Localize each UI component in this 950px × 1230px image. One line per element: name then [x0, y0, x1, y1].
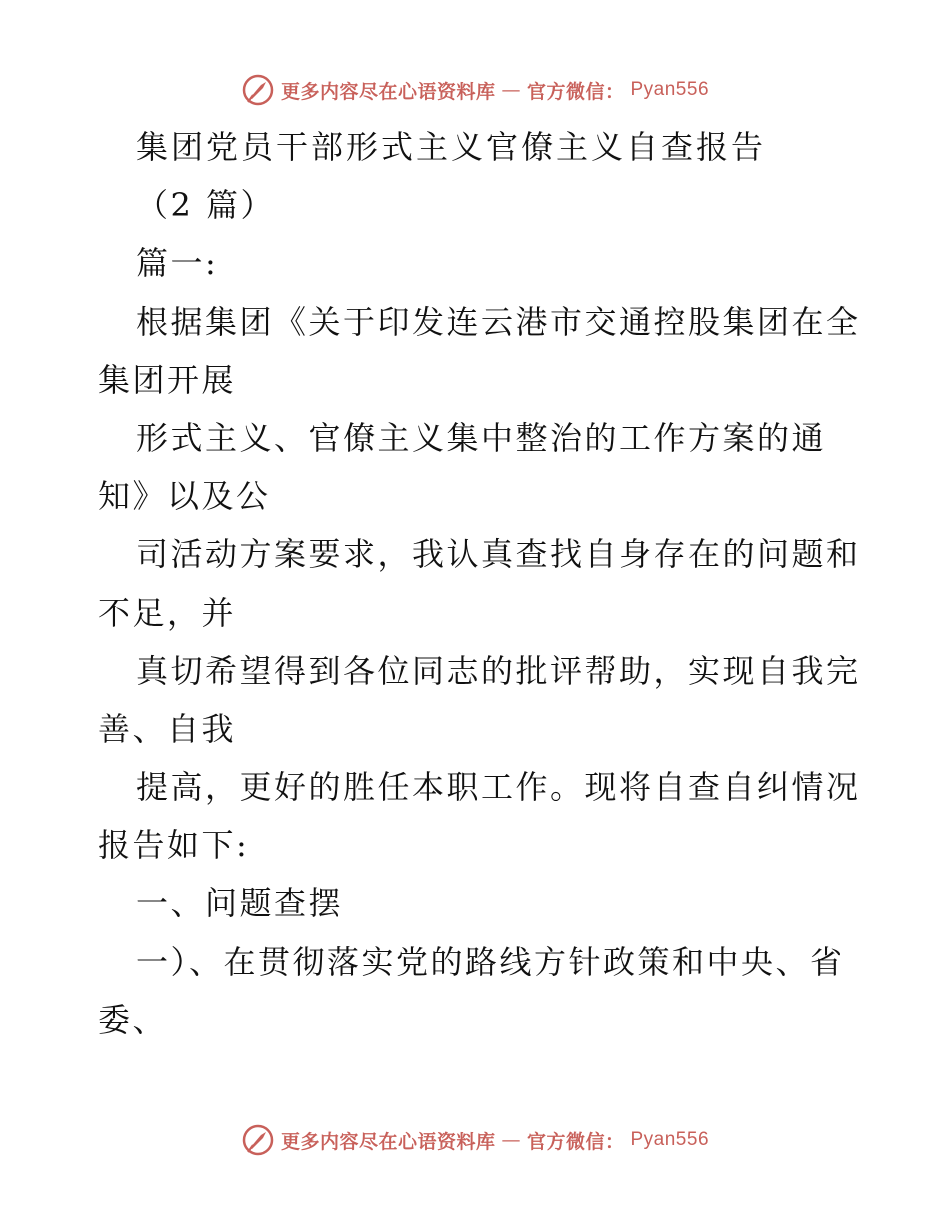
watermark-separator: — [501, 79, 521, 101]
body-line: 根据集团《关于印发连云港市交通控股集团在全 [136, 302, 861, 341]
body-line: 不足，并 [98, 593, 237, 632]
watermark-wechat-label: 官方微信： [526, 80, 625, 103]
body-line: 一、问题查摆 [136, 884, 344, 923]
body-line: 知》以及公 [98, 477, 271, 516]
body-paragraphs [98, 293, 861, 1049]
watermark-wechat-id: Pyan556 [630, 1129, 710, 1150]
body-line: 报告如下: [98, 826, 250, 865]
watermark-wechat-id: Pyan556 [630, 79, 710, 100]
body-line: 善、自我 [98, 709, 237, 748]
watermark-banner [241, 1123, 709, 1157]
section-label: 篇一: [136, 244, 219, 283]
watermark-separator: — [501, 1129, 521, 1151]
watermark-site-text: 更多内容尽在心语资料库 [280, 1130, 496, 1153]
header-watermark [0, 70, 950, 110]
body-line: 真切希望得到各位同志的批评帮助，实现自我完 [136, 651, 861, 690]
body-line: 形式主义、官僚主义集中整治的工作方案的通 [136, 418, 827, 457]
body-line: 提高，更好的胜任本职工作。现将自查自纠情况 [136, 768, 861, 807]
document-body [98, 118, 861, 1049]
quill-pen-logo-icon [241, 1123, 275, 1157]
body-line: 一）、在贯彻落实党的路线方针政策和中央、省 [136, 942, 845, 981]
body-line: 委、 [98, 1000, 168, 1039]
body-line: 集团开展 [98, 360, 237, 399]
watermark-site-text: 更多内容尽在心语资料库 [280, 80, 496, 103]
document-title-line2: （2 篇） [136, 186, 276, 225]
quill-pen-logo-icon [241, 73, 275, 107]
watermark-wechat-label: 官方微信： [526, 1130, 625, 1153]
watermark-banner [241, 73, 709, 107]
document-title-line1: 集团党员干部形式主义官僚主义自查报告 [136, 128, 767, 166]
footer-watermark [0, 1120, 950, 1160]
body-line: 司活动方案要求，我认真查找自身存在的问题和 [136, 535, 861, 574]
